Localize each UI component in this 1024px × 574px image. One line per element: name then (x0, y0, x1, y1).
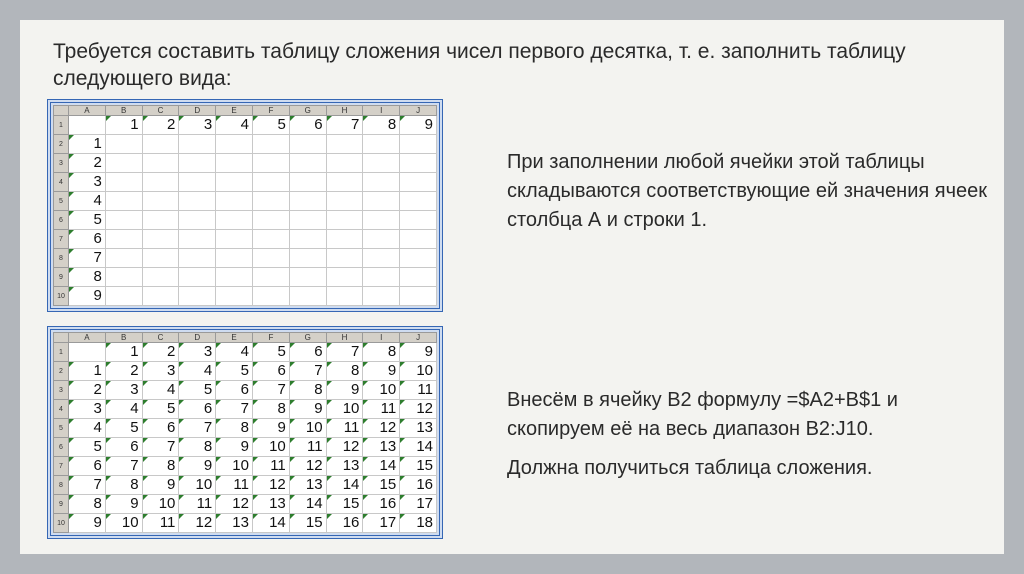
row-header-2[interactable]: 2 (54, 362, 69, 381)
cell-g7[interactable] (289, 230, 326, 249)
cell-c10[interactable] (142, 287, 179, 306)
spreadsheet-filled (47, 326, 443, 539)
cell-a3[interactable]: 2 (69, 381, 106, 400)
cell-j6[interactable] (400, 211, 437, 230)
column-header-c[interactable]: C (142, 333, 179, 343)
row-header-4[interactable]: 4 (54, 173, 69, 192)
cell-f4[interactable] (252, 173, 289, 192)
cell-d9[interactable]: 11 (179, 495, 216, 514)
select-all-corner[interactable] (54, 106, 69, 116)
cell-j10[interactable] (400, 287, 437, 306)
cell-g3[interactable]: 8 (289, 381, 326, 400)
cell-h3[interactable] (326, 154, 363, 173)
slide-title: Требуется составить таблицу сложения чисел первого десятка, т. е. заполнить таблицу следующего вида: (53, 40, 906, 90)
cell-a5[interactable]: 4 (69, 192, 106, 211)
cell-a4[interactable]: 3 (69, 173, 106, 192)
cell-a10[interactable]: 9 (69, 287, 106, 306)
cell-j6[interactable]: 14 (400, 438, 437, 457)
cell-e8[interactable] (216, 249, 253, 268)
cell-b3[interactable]: 3 (105, 381, 142, 400)
row-header-8[interactable]: 8 (54, 249, 69, 268)
column-header-g[interactable]: G (289, 106, 326, 116)
cell-c8[interactable]: 9 (142, 476, 179, 495)
column-header-i[interactable]: I (363, 106, 400, 116)
cell-j9[interactable] (400, 268, 437, 287)
cell-g8[interactable] (289, 249, 326, 268)
column-header-h[interactable]: H (326, 106, 363, 116)
table-row (54, 173, 437, 192)
cell-h10[interactable] (326, 287, 363, 306)
table-row (54, 116, 437, 135)
cell-d3[interactable] (179, 154, 216, 173)
cell-f9[interactable] (252, 268, 289, 287)
cell-g6[interactable]: 11 (289, 438, 326, 457)
cell-h5[interactable] (326, 192, 363, 211)
cell-a4[interactable]: 3 (69, 400, 106, 419)
cell-d1[interactable]: 3 (179, 116, 216, 135)
cell-f5[interactable] (252, 192, 289, 211)
cell-h7[interactable]: 13 (326, 457, 363, 476)
cell-i8[interactable]: 15 (363, 476, 400, 495)
cell-b7[interactable]: 7 (105, 457, 142, 476)
cell-b6[interactable]: 6 (105, 438, 142, 457)
cell-g5[interactable]: 10 (289, 419, 326, 438)
cell-d4[interactable]: 6 (179, 400, 216, 419)
cell-a8[interactable]: 7 (69, 476, 106, 495)
cell-f10[interactable] (252, 287, 289, 306)
spreadsheet-empty (47, 99, 443, 312)
cell-e10[interactable] (216, 287, 253, 306)
row-header-5[interactable]: 5 (54, 192, 69, 211)
cell-a2[interactable]: 1 (69, 135, 106, 154)
cell-g2[interactable]: 7 (289, 362, 326, 381)
cell-d7[interactable] (179, 230, 216, 249)
cell-i3[interactable] (363, 154, 400, 173)
table-row (54, 343, 437, 362)
cell-a7[interactable]: 6 (69, 230, 106, 249)
table-row (54, 514, 437, 533)
cell-h1[interactable]: 7 (326, 343, 363, 362)
column-header-c[interactable]: C (142, 106, 179, 116)
cell-b6[interactable] (105, 211, 142, 230)
cell-i2[interactable] (363, 135, 400, 154)
cell-a2[interactable]: 1 (69, 362, 106, 381)
cell-j1[interactable]: 9 (400, 343, 437, 362)
table-row (54, 230, 437, 249)
cell-g10[interactable] (289, 287, 326, 306)
cell-c7[interactable] (142, 230, 179, 249)
cell-e2[interactable]: 5 (216, 362, 253, 381)
cell-d9[interactable] (179, 268, 216, 287)
cell-h8[interactable]: 14 (326, 476, 363, 495)
cell-i3[interactable]: 10 (363, 381, 400, 400)
cell-g7[interactable]: 12 (289, 457, 326, 476)
column-header-f[interactable]: F (252, 106, 289, 116)
cell-e7[interactable]: 10 (216, 457, 253, 476)
cell-e4[interactable] (216, 173, 253, 192)
cell-a7[interactable]: 6 (69, 457, 106, 476)
cell-a9[interactable]: 8 (69, 268, 106, 287)
cell-b10[interactable] (105, 287, 142, 306)
column-header-a[interactable]: A (69, 333, 106, 343)
cell-d8[interactable]: 10 (179, 476, 216, 495)
table-row (54, 211, 437, 230)
cell-f6[interactable]: 10 (252, 438, 289, 457)
row-header-9[interactable]: 9 (54, 268, 69, 287)
table-row (54, 135, 437, 154)
cell-h5[interactable]: 11 (326, 419, 363, 438)
cell-d8[interactable] (179, 249, 216, 268)
addition-table-filled (53, 332, 437, 533)
table-row (54, 476, 437, 495)
cell-h1[interactable]: 7 (326, 116, 363, 135)
cell-a10[interactable]: 9 (69, 514, 106, 533)
cell-g10[interactable]: 15 (289, 514, 326, 533)
cell-f2[interactable]: 6 (252, 362, 289, 381)
table-row (54, 419, 437, 438)
row-header-2[interactable]: 2 (54, 135, 69, 154)
column-header-d[interactable]: D (179, 333, 216, 343)
cell-c2[interactable]: 3 (142, 362, 179, 381)
cell-g1[interactable]: 6 (289, 116, 326, 135)
cell-e5[interactable]: 8 (216, 419, 253, 438)
cell-f8[interactable]: 12 (252, 476, 289, 495)
cell-i9[interactable] (363, 268, 400, 287)
table-row (54, 192, 437, 211)
cell-h4[interactable]: 10 (326, 400, 363, 419)
cell-d2[interactable] (179, 135, 216, 154)
cell-e10[interactable]: 13 (216, 514, 253, 533)
note-fill-rule: При заполнении любой ячейки этой таблицы складываются соответствующие ей значения ячеек столбца А и строки 1. (507, 151, 987, 231)
cell-i6[interactable] (363, 211, 400, 230)
cell-f7[interactable] (252, 230, 289, 249)
cell-g9[interactable] (289, 268, 326, 287)
cell-f10[interactable]: 14 (252, 514, 289, 533)
cell-j9[interactable]: 17 (400, 495, 437, 514)
cell-b3[interactable] (105, 154, 142, 173)
row-header-3[interactable]: 3 (54, 381, 69, 400)
cell-h6[interactable] (326, 211, 363, 230)
row-header-7[interactable]: 7 (54, 457, 69, 476)
table-row (54, 457, 437, 476)
cell-h2[interactable]: 8 (326, 362, 363, 381)
cell-d6[interactable] (179, 211, 216, 230)
table-row (54, 438, 437, 457)
row-header-10[interactable]: 10 (54, 514, 69, 533)
cell-h4[interactable] (326, 173, 363, 192)
row-header-1[interactable]: 1 (54, 343, 69, 362)
row-header-9[interactable]: 9 (54, 495, 69, 514)
table-row (54, 249, 437, 268)
cell-g3[interactable] (289, 154, 326, 173)
cell-h9[interactable]: 15 (326, 495, 363, 514)
cell-h8[interactable] (326, 249, 363, 268)
cell-e4[interactable]: 7 (216, 400, 253, 419)
cell-j7[interactable]: 15 (400, 457, 437, 476)
cell-e1[interactable]: 4 (216, 116, 253, 135)
cell-h7[interactable] (326, 230, 363, 249)
cell-c4[interactable]: 5 (142, 400, 179, 419)
table-row (54, 400, 437, 419)
select-all-corner[interactable] (54, 333, 69, 343)
cell-e9[interactable] (216, 268, 253, 287)
cell-j5[interactable]: 13 (400, 419, 437, 438)
column-header-i[interactable]: I (363, 333, 400, 343)
cell-b1[interactable]: 1 (105, 116, 142, 135)
cell-h10[interactable]: 16 (326, 514, 363, 533)
cell-i4[interactable] (363, 173, 400, 192)
slide (20, 20, 1004, 554)
cell-c10[interactable]: 11 (142, 514, 179, 533)
cell-c2[interactable] (142, 135, 179, 154)
row-header-1[interactable]: 1 (54, 116, 69, 135)
cell-i7[interactable]: 14 (363, 457, 400, 476)
cell-d10[interactable] (179, 287, 216, 306)
cell-f5[interactable]: 9 (252, 419, 289, 438)
cell-g5[interactable] (289, 192, 326, 211)
cell-g4[interactable]: 9 (289, 400, 326, 419)
cell-e7[interactable] (216, 230, 253, 249)
cell-f9[interactable]: 13 (252, 495, 289, 514)
cell-j3[interactable]: 11 (400, 381, 437, 400)
cell-e2[interactable] (216, 135, 253, 154)
cell-c8[interactable] (142, 249, 179, 268)
cell-a6[interactable]: 5 (69, 438, 106, 457)
cell-c7[interactable]: 8 (142, 457, 179, 476)
cell-f7[interactable]: 11 (252, 457, 289, 476)
cell-j2[interactable]: 10 (400, 362, 437, 381)
cell-f6[interactable] (252, 211, 289, 230)
note-formula: Внесём в ячейку В2 формулу =$A2+B$1 и скопируем её на весь диапазон В2:J10. (507, 389, 898, 440)
cell-e1[interactable]: 4 (216, 343, 253, 362)
cell-f4[interactable]: 8 (252, 400, 289, 419)
cell-c9[interactable]: 10 (142, 495, 179, 514)
cell-e8[interactable]: 11 (216, 476, 253, 495)
cell-j4[interactable] (400, 173, 437, 192)
cell-e9[interactable]: 12 (216, 495, 253, 514)
cell-d6[interactable]: 8 (179, 438, 216, 457)
cell-g6[interactable] (289, 211, 326, 230)
cell-d4[interactable] (179, 173, 216, 192)
cell-b8[interactable] (105, 249, 142, 268)
cell-c9[interactable] (142, 268, 179, 287)
cell-f3[interactable] (252, 154, 289, 173)
cell-g8[interactable]: 13 (289, 476, 326, 495)
cell-j2[interactable] (400, 135, 437, 154)
column-header-d[interactable]: D (179, 106, 216, 116)
cell-b9[interactable]: 9 (105, 495, 142, 514)
cell-c1[interactable]: 2 (142, 116, 179, 135)
cell-b1[interactable]: 1 (105, 343, 142, 362)
table-row (54, 381, 437, 400)
cell-g2[interactable] (289, 135, 326, 154)
row-header-10[interactable]: 10 (54, 287, 69, 306)
cell-j4[interactable]: 12 (400, 400, 437, 419)
row-header-5[interactable]: 5 (54, 419, 69, 438)
cell-j5[interactable] (400, 192, 437, 211)
column-header-e[interactable]: E (216, 333, 253, 343)
column-header-b[interactable]: B (105, 106, 142, 116)
cell-c5[interactable]: 6 (142, 419, 179, 438)
cell-c5[interactable] (142, 192, 179, 211)
cell-i9[interactable]: 16 (363, 495, 400, 514)
cell-c6[interactable] (142, 211, 179, 230)
cell-a5[interactable]: 4 (69, 419, 106, 438)
cell-i5[interactable] (363, 192, 400, 211)
column-header-j[interactable]: J (400, 333, 437, 343)
cell-h2[interactable] (326, 135, 363, 154)
cell-d5[interactable]: 7 (179, 419, 216, 438)
cell-f3[interactable]: 7 (252, 381, 289, 400)
row-header-8[interactable]: 8 (54, 476, 69, 495)
cell-e3[interactable]: 6 (216, 381, 253, 400)
cell-f2[interactable] (252, 135, 289, 154)
cell-i6[interactable]: 13 (363, 438, 400, 457)
cell-a9[interactable]: 8 (69, 495, 106, 514)
cell-b4[interactable]: 4 (105, 400, 142, 419)
cell-i4[interactable]: 11 (363, 400, 400, 419)
cell-e6[interactable] (216, 211, 253, 230)
cell-d1[interactable]: 3 (179, 343, 216, 362)
cell-b4[interactable] (105, 173, 142, 192)
cell-a1[interactable] (69, 343, 106, 362)
cell-b8[interactable]: 8 (105, 476, 142, 495)
column-header-a[interactable]: A (69, 106, 106, 116)
table-row (54, 287, 437, 306)
cell-d10[interactable]: 12 (179, 514, 216, 533)
table-row (54, 495, 437, 514)
cell-i10[interactable] (363, 287, 400, 306)
cell-c1[interactable]: 2 (142, 343, 179, 362)
cell-e3[interactable] (216, 154, 253, 173)
cell-h6[interactable]: 12 (326, 438, 363, 457)
cell-c3[interactable]: 4 (142, 381, 179, 400)
column-header-g[interactable]: G (289, 333, 326, 343)
cell-h3[interactable]: 9 (326, 381, 363, 400)
cell-e6[interactable]: 9 (216, 438, 253, 457)
addition-table-empty (53, 105, 437, 306)
cell-j7[interactable] (400, 230, 437, 249)
cell-b2[interactable] (105, 135, 142, 154)
cell-j8[interactable]: 16 (400, 476, 437, 495)
cell-j10[interactable]: 18 (400, 514, 437, 533)
cell-g4[interactable] (289, 173, 326, 192)
column-header-e[interactable]: E (216, 106, 253, 116)
column-header-b[interactable]: B (105, 333, 142, 343)
cell-b2[interactable]: 2 (105, 362, 142, 381)
cell-h9[interactable] (326, 268, 363, 287)
cell-i8[interactable] (363, 249, 400, 268)
cell-i1[interactable]: 8 (363, 116, 400, 135)
cell-g1[interactable]: 6 (289, 343, 326, 362)
cell-g9[interactable]: 14 (289, 495, 326, 514)
cell-d2[interactable]: 4 (179, 362, 216, 381)
cell-f8[interactable] (252, 249, 289, 268)
cell-a8[interactable]: 7 (69, 249, 106, 268)
cell-i5[interactable]: 12 (363, 419, 400, 438)
cell-a1[interactable] (69, 116, 106, 135)
cell-i7[interactable] (363, 230, 400, 249)
cell-c3[interactable] (142, 154, 179, 173)
cell-b7[interactable] (105, 230, 142, 249)
cell-b5[interactable] (105, 192, 142, 211)
cell-i2[interactable]: 9 (363, 362, 400, 381)
row-header-7[interactable]: 7 (54, 230, 69, 249)
row-header-6[interactable]: 6 (54, 211, 69, 230)
cell-i10[interactable]: 17 (363, 514, 400, 533)
column-header-f[interactable]: F (252, 333, 289, 343)
cell-b5[interactable]: 5 (105, 419, 142, 438)
cell-j8[interactable] (400, 249, 437, 268)
cell-e5[interactable] (216, 192, 253, 211)
cell-a3[interactable]: 2 (69, 154, 106, 173)
cell-d5[interactable] (179, 192, 216, 211)
cell-a6[interactable]: 5 (69, 211, 106, 230)
table-row (54, 154, 437, 173)
cell-f1[interactable]: 5 (252, 343, 289, 362)
cell-f1[interactable]: 5 (252, 116, 289, 135)
cell-j3[interactable] (400, 154, 437, 173)
row-header-4[interactable]: 4 (54, 400, 69, 419)
cell-j1[interactable]: 9 (400, 116, 437, 135)
cell-c6[interactable]: 7 (142, 438, 179, 457)
cell-b10[interactable]: 10 (105, 514, 142, 533)
cell-d3[interactable]: 5 (179, 381, 216, 400)
column-header-j[interactable]: J (400, 106, 437, 116)
table-row (54, 362, 437, 381)
cell-b9[interactable] (105, 268, 142, 287)
row-header-3[interactable]: 3 (54, 154, 69, 173)
note-result: Должна получиться таблица сложения. (507, 457, 873, 479)
cell-i1[interactable]: 8 (363, 343, 400, 362)
table-row (54, 268, 437, 287)
column-header-h[interactable]: H (326, 333, 363, 343)
cell-c4[interactable] (142, 173, 179, 192)
row-header-6[interactable]: 6 (54, 438, 69, 457)
cell-d7[interactable]: 9 (179, 457, 216, 476)
